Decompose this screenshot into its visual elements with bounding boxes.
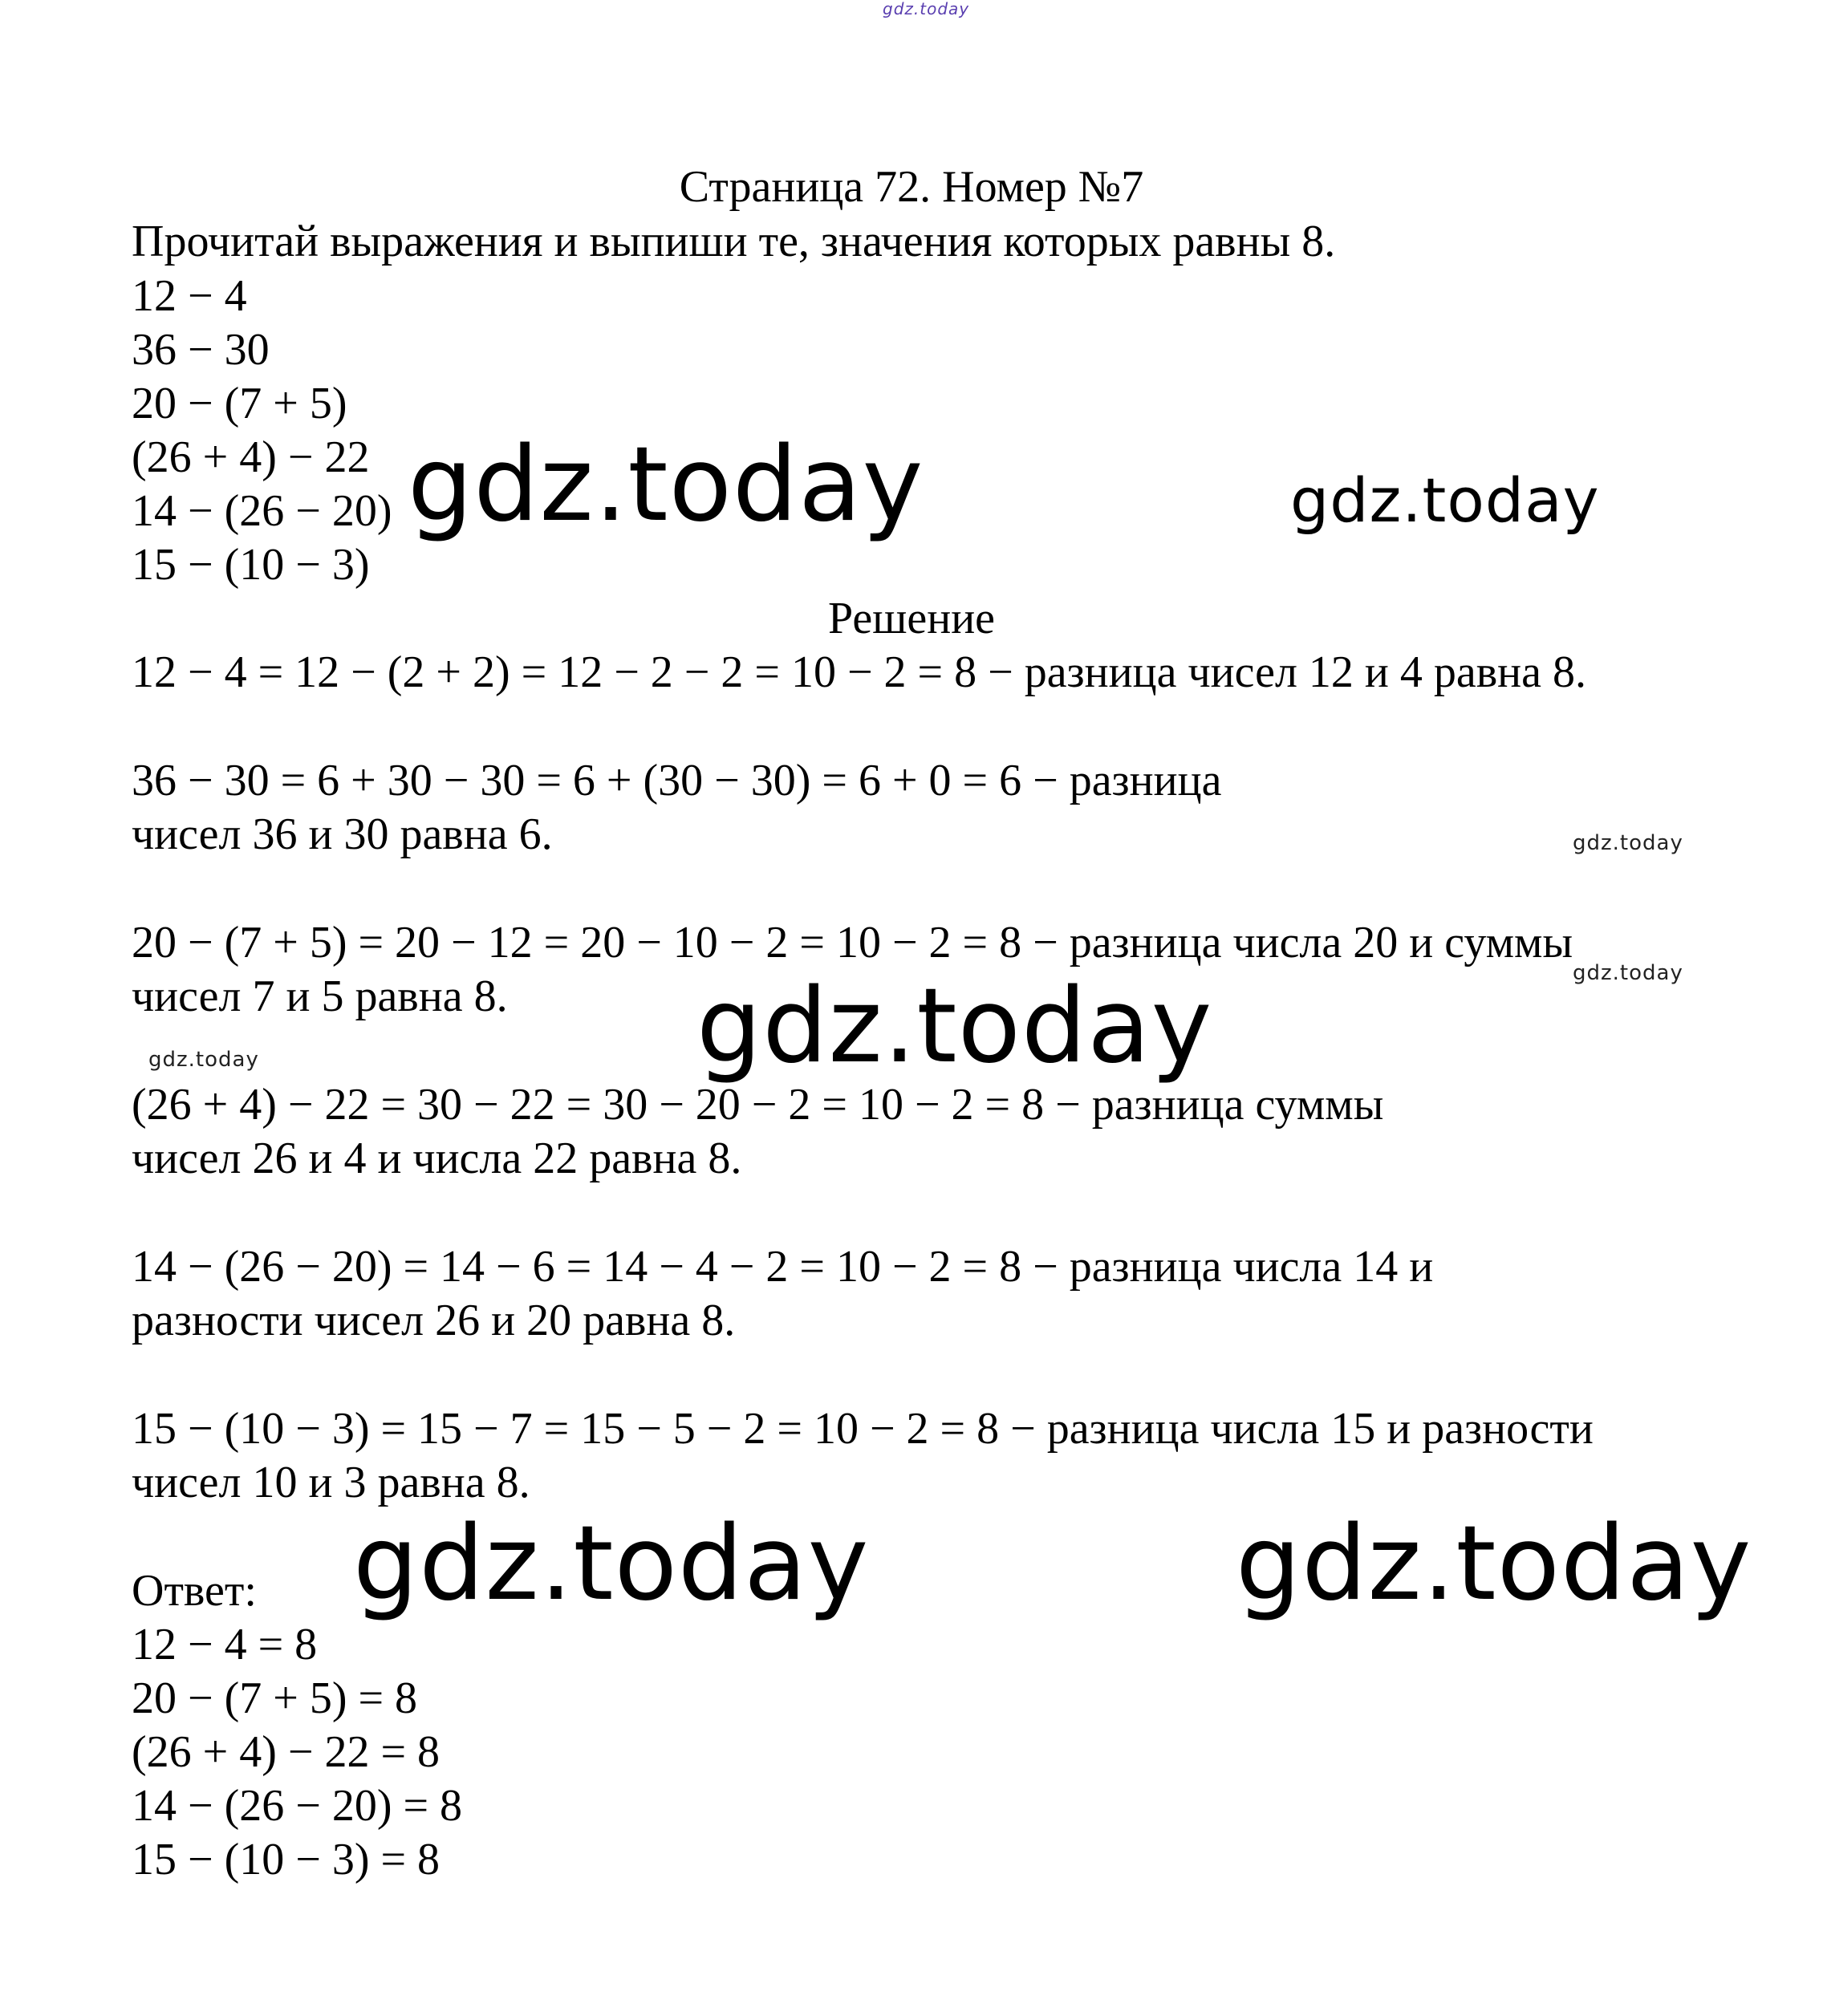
- solution-line: чисел 26 и 4 и числа 22 равна 8.: [132, 1134, 742, 1183]
- solution-line: чисел 36 и 30 равна 6.: [132, 809, 553, 859]
- solution-line: 15 − (10 − 3) = 15 − 7 = 15 − 5 − 2 = 10 − 2 = 8 − разница числа 15 и разности: [132, 1404, 1594, 1454]
- answer-label: Ответ:: [132, 1566, 257, 1616]
- watermark-small: gdz.today: [1573, 831, 1683, 855]
- answer-line: 20 − (7 + 5) = 8: [132, 1673, 418, 1723]
- watermark-large: gdz.today: [353, 1504, 870, 1624]
- answer-line: 14 − (26 − 20) = 8: [132, 1781, 463, 1831]
- solution-heading: Решение: [827, 594, 996, 643]
- expression-item: 15 − (10 − 3): [132, 540, 370, 590]
- watermark-large: gdz.today: [408, 425, 924, 545]
- solution-line: чисел 7 и 5 равна 8.: [132, 971, 508, 1021]
- expression-item: 36 − 30: [132, 325, 270, 375]
- solution-line: (26 + 4) − 22 = 30 − 22 = 30 − 20 − 2 = 10 − 2 = 8 − разница суммы: [132, 1080, 1384, 1130]
- page-title: Страница 72. Номер №7: [679, 162, 1144, 212]
- expression-item: 20 − (7 + 5): [132, 379, 347, 428]
- watermark-small: gdz.today: [148, 1048, 259, 1072]
- watermark-small: gdz.today: [1573, 961, 1683, 985]
- answer-line: (26 + 4) − 22 = 8: [132, 1727, 441, 1777]
- answer-line: 15 − (10 − 3) = 8: [132, 1835, 441, 1884]
- solution-line: чисел 10 и 3 равна 8.: [132, 1458, 530, 1507]
- expression-item: 12 − 4: [132, 271, 247, 321]
- answer-line: 12 − 4 = 8: [132, 1620, 318, 1669]
- solution-line: разности чисел 26 и 20 равна 8.: [132, 1296, 736, 1345]
- solution-line: 12 − 4 = 12 − (2 + 2) = 12 − 2 − 2 = 10 − 2 = 8 − разница чисел 12 и 4 равна 8.: [132, 647, 1586, 697]
- watermark-top: gdz.today: [883, 0, 970, 18]
- task-prompt: Прочитай выражения и выпиши те, значения которых равны 8.: [132, 217, 1336, 266]
- watermark-large: gdz.today: [1236, 1504, 1752, 1624]
- watermark-medium: gdz.today: [1290, 464, 1600, 536]
- expression-item: (26 + 4) − 22: [132, 432, 370, 482]
- expression-item: 14 − (26 − 20): [132, 486, 392, 536]
- solution-line: 20 − (7 + 5) = 20 − 12 = 20 − 10 − 2 = 10 − 2 = 8 − разница числа 20 и суммы: [132, 918, 1573, 967]
- solution-line: 14 − (26 − 20) = 14 − 6 = 14 − 4 − 2 = 10 − 2 = 8 − разница числа 14 и: [132, 1242, 1434, 1292]
- watermark-large: gdz.today: [696, 967, 1213, 1086]
- solution-line: 36 − 30 = 6 + 30 − 30 = 6 + (30 − 30) = 6 + 0 = 6 − разница: [132, 756, 1222, 805]
